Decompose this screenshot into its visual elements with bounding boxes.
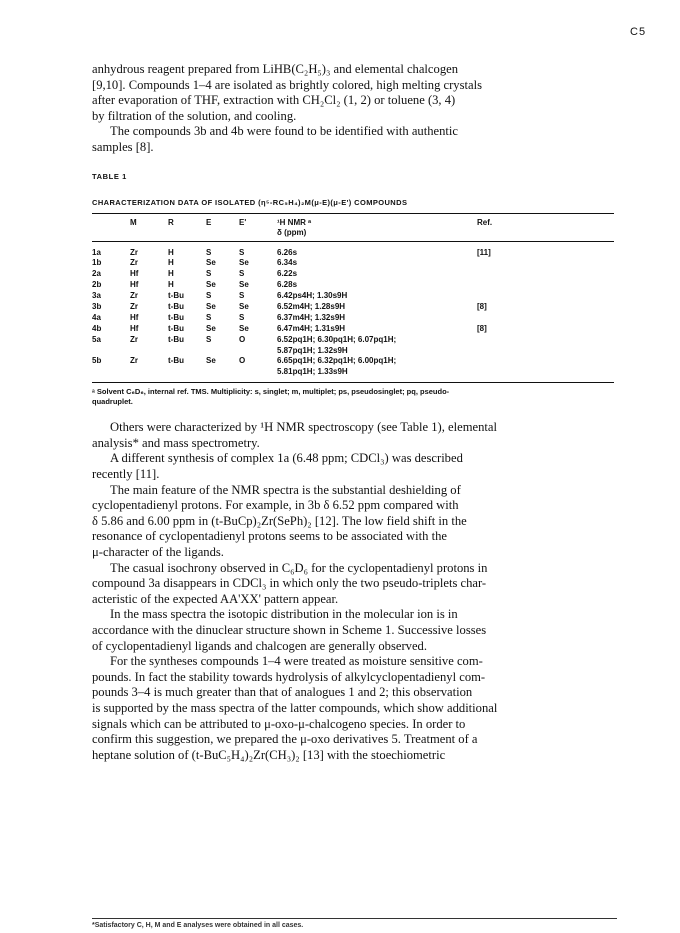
body-text bbox=[92, 420, 617, 763]
text-line: δ 5.86 and 6.00 ppm in (t-BuCp)₂Zr(SePh)₂ [12]. The low field shift in the bbox=[92, 513, 467, 528]
table-cell bbox=[239, 346, 277, 357]
table-header: ¹H NMR ᵃ bbox=[277, 213, 477, 228]
table-row bbox=[92, 367, 614, 382]
table-cell: H bbox=[168, 269, 174, 279]
table-cell: S bbox=[206, 291, 212, 301]
table-cell: 5.87pq1H; 1.32s9H bbox=[277, 345, 348, 355]
table-row bbox=[92, 346, 614, 357]
table-cell bbox=[130, 367, 168, 382]
table-cell bbox=[477, 367, 614, 382]
table-cell: S bbox=[239, 291, 245, 301]
text-line: The casual isochrony observed in C₆D₆ for the cyclopentadienyl protons in bbox=[110, 560, 488, 575]
table-row bbox=[92, 269, 614, 280]
text-line: cyclopentadienyl protons. For example, in 3b δ 6.52 ppm compared with bbox=[92, 498, 459, 513]
table-cell: 6.65pq1H; 6.32pq1H; 6.00pq1H; bbox=[277, 356, 397, 366]
table-label: TABLE 1 bbox=[92, 171, 127, 181]
table-header: E' bbox=[239, 213, 277, 228]
text-line: [9,10]. Compounds 1–4 are isolated as brightly colored, high melting crystals bbox=[92, 77, 482, 92]
table-cell: O bbox=[239, 334, 246, 344]
table-cell bbox=[239, 367, 277, 382]
text-line: accordance with the dinuclear structure shown in Scheme 1. Successive losses bbox=[92, 622, 487, 637]
table-header: R bbox=[168, 213, 206, 228]
table-cell: O bbox=[239, 356, 246, 366]
table-cell: Se bbox=[239, 258, 249, 268]
table-cell bbox=[168, 346, 206, 357]
text-line: heptane solution of (t-BuC₅H₄)₂Zr(CH₃)₂ [13] with the stoechiometric bbox=[92, 747, 446, 762]
table-cell bbox=[168, 367, 206, 382]
text-line: resonance of cyclopentadienyl protons seems to be associated with the bbox=[92, 529, 447, 544]
table-cell: Zr bbox=[130, 258, 138, 268]
table-cell: t-Bu bbox=[168, 312, 184, 322]
table-row bbox=[92, 302, 614, 313]
table-cell: 5b bbox=[92, 356, 102, 366]
table-row bbox=[92, 335, 614, 346]
text-line: compound 3a disappears in CDCl₃ in which only the two pseudo-triplets char- bbox=[92, 576, 487, 591]
table-header: E bbox=[206, 213, 239, 228]
table-cell: 6.28s bbox=[277, 280, 298, 290]
table-cell: 1b bbox=[92, 258, 102, 268]
table-cell: S bbox=[206, 312, 212, 322]
page-footnote: *Satisfactory C, H, M and E analyses were obtained in all cases. bbox=[92, 918, 617, 929]
table-cell: t-Bu bbox=[168, 334, 184, 344]
table-cell: H bbox=[168, 247, 174, 257]
body-paragraph bbox=[92, 561, 617, 608]
text-line: The compounds 3b and 4b were found to be identified with authentic bbox=[110, 124, 458, 139]
table-cell: 6.47m4H; 1.31s9H bbox=[277, 323, 346, 333]
table-cell bbox=[477, 258, 614, 269]
text-line: For the syntheses compounds 1–4 were treated as moisture sensitive com- bbox=[110, 654, 483, 669]
table-cell bbox=[477, 346, 614, 357]
table-row bbox=[92, 280, 614, 291]
table-cell bbox=[206, 367, 239, 382]
table-cell bbox=[206, 346, 239, 357]
table-cell: Se bbox=[206, 258, 216, 268]
table-cell: Hf bbox=[130, 280, 139, 290]
table-cell bbox=[477, 356, 614, 367]
text-line: analysis* and mass spectrometry. bbox=[92, 435, 260, 450]
table-cell bbox=[477, 280, 614, 291]
table-cell: 5a bbox=[92, 334, 101, 344]
table-cell: Se bbox=[206, 302, 216, 312]
table-cell: Zr bbox=[130, 356, 138, 366]
text-line: recently [11]. bbox=[92, 467, 160, 482]
text-line: Others were characterized by ¹H NMR spectroscopy (see Table 1), elemental bbox=[110, 420, 497, 435]
table-cell: [8] bbox=[477, 323, 487, 333]
table-cell: Se bbox=[239, 302, 249, 312]
body-paragraph bbox=[92, 483, 617, 561]
text-line: In the mass spectra the isotopic distribution in the molecular ion is in bbox=[110, 607, 458, 622]
table-row bbox=[92, 356, 614, 367]
text-line: The main feature of the NMR spectra is the substantial deshielding of bbox=[110, 482, 461, 497]
table-header: Ref. bbox=[477, 213, 614, 228]
table-cell bbox=[92, 367, 130, 382]
table-row bbox=[92, 291, 614, 302]
table-cell: Se bbox=[206, 323, 216, 333]
table-cell: 6.37m4H; 1.32s9H bbox=[277, 312, 346, 322]
text-line: by filtration of the solution, and cooling. bbox=[92, 108, 297, 123]
table-cell: Se bbox=[239, 280, 249, 290]
table-row bbox=[92, 241, 614, 258]
text-line: μ-character of the ligands. bbox=[92, 545, 224, 559]
table-cell: 2a bbox=[92, 269, 101, 279]
table-cell: S bbox=[206, 247, 212, 257]
text-line: after evaporation of THF, extraction with CH₂Cl₂ (1, 2) or toluene (3, 4) bbox=[92, 93, 456, 108]
table-cell: S bbox=[239, 269, 245, 279]
body-paragraph bbox=[92, 451, 617, 482]
table-cell: S bbox=[239, 247, 245, 257]
table-cell: t-Bu bbox=[168, 291, 184, 301]
intro-paragraph-2 bbox=[92, 124, 617, 155]
table-cell: H bbox=[168, 258, 174, 268]
table-cell: 6.52m4H; 1.28s9H bbox=[277, 302, 346, 312]
table-cell: Zr bbox=[130, 291, 138, 301]
table-cell bbox=[477, 269, 614, 280]
table-cell bbox=[92, 346, 130, 357]
text-line: pounds. In fact the stability towards hydrolysis of alkylcyclopentadienyl com- bbox=[92, 669, 486, 684]
table-cell: 4a bbox=[92, 312, 101, 322]
table-cell: t-Bu bbox=[168, 356, 184, 366]
text-line: quadruplet. bbox=[92, 397, 133, 407]
table-cell: H bbox=[168, 280, 174, 290]
table-cell: Hf bbox=[130, 269, 139, 279]
table-cell: t-Bu bbox=[168, 302, 184, 312]
table-row bbox=[92, 324, 614, 335]
table-row bbox=[92, 258, 614, 269]
table-cell: 3b bbox=[92, 302, 102, 312]
table-cell: Zr bbox=[130, 247, 138, 257]
table-cell: 5.81pq1H; 1.33s9H bbox=[277, 367, 477, 382]
table-cell bbox=[130, 346, 168, 357]
table-body bbox=[92, 241, 614, 383]
table-cell: t-Bu bbox=[168, 323, 184, 333]
table-cell bbox=[477, 291, 614, 302]
characterization-table bbox=[92, 213, 614, 384]
table-cell: 4b bbox=[92, 323, 102, 333]
text-line: acteristic of the expected AA'XX' pattern appear. bbox=[92, 591, 339, 606]
table-header bbox=[92, 213, 130, 228]
table-cell: 6.22s bbox=[277, 269, 298, 279]
table-cell: Se bbox=[239, 323, 249, 333]
text-line: samples [8]. bbox=[92, 139, 154, 154]
text-line: anhydrous reagent prepared from LiHB(C₂H₅)₃ and elemental chalcogen bbox=[92, 62, 459, 76]
table-cell: Zr bbox=[130, 302, 138, 312]
table-cell: S bbox=[239, 312, 245, 322]
table-footnote bbox=[92, 387, 617, 407]
table-cell: 6.34s bbox=[277, 258, 298, 268]
table-cell: [8] bbox=[477, 302, 487, 312]
table-header: M bbox=[130, 213, 168, 228]
table-cell: Hf bbox=[130, 312, 139, 322]
table-cell: S bbox=[206, 269, 212, 279]
table-cell: 6.52pq1H; 6.30pq1H; 6.07pq1H; bbox=[277, 334, 397, 344]
table-row bbox=[92, 313, 614, 324]
text-line: is supported by the mass spectra of the latter compounds, which show additional bbox=[92, 700, 498, 715]
table-cell: 2b bbox=[92, 280, 102, 290]
page-number: C5 bbox=[630, 26, 647, 38]
text-line: A different synthesis of complex 1a (6.48 ppm; CDCl₃) was described bbox=[110, 451, 463, 466]
body-paragraph bbox=[92, 607, 617, 654]
intro-paragraph bbox=[92, 62, 617, 124]
table-caption: CHARACTERIZATION DATA OF ISOLATED (η⁵-RC₅H₄)₂M(μ-E)(μ-E') COMPOUNDS bbox=[92, 197, 408, 207]
table-cell: Se bbox=[206, 280, 216, 290]
table-cell: [11] bbox=[477, 247, 491, 257]
text-line: pounds 3–4 is much greater than that of analogues 1 and 2; this observation bbox=[92, 685, 473, 700]
page-content bbox=[92, 62, 617, 763]
text-line: confirm this suggestion, we prepared the μ-oxo derivatives 5. Treatment of a bbox=[92, 732, 478, 747]
body-paragraph bbox=[92, 654, 617, 763]
table-cell: 3a bbox=[92, 291, 101, 301]
table-cell: 6.42ps4H; 1.30s9H bbox=[277, 291, 348, 301]
table-cell: S bbox=[206, 334, 212, 344]
text-line: ᵃ Solvent C₆D₆, internal ref. TMS. Multiplicity: s, singlet; m, multiplet; ps, pseudosinglet; pq, pseudo- bbox=[92, 387, 450, 397]
body-paragraph bbox=[92, 420, 617, 451]
table-cell: Se bbox=[206, 356, 216, 366]
table-header-sub: δ (ppm) bbox=[277, 228, 477, 242]
table-cell bbox=[477, 313, 614, 324]
table-cell: 1a bbox=[92, 247, 101, 257]
text-line: of cyclopentadienyl ligands and chalcogen are generally observed. bbox=[92, 638, 427, 653]
table-cell: Zr bbox=[130, 334, 138, 344]
table-cell: Hf bbox=[130, 323, 139, 333]
text-line: signals which can be attributed to μ-oxo-μ-chalcogeno species. In order to bbox=[92, 716, 466, 731]
table-cell: 6.26s bbox=[277, 247, 298, 257]
table-cell bbox=[477, 335, 614, 346]
